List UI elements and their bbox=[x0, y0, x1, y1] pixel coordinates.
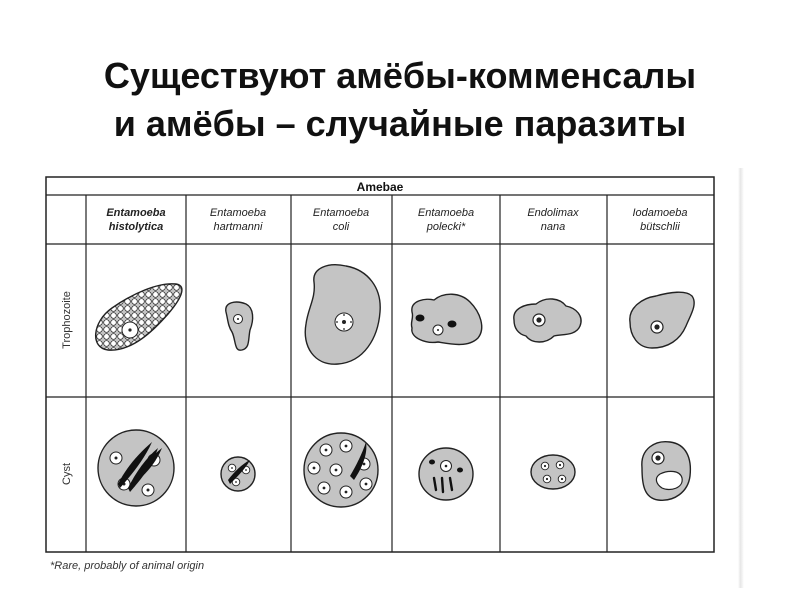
footnote: *Rare, probably of animal origin bbox=[50, 560, 205, 572]
col-5-species: nana bbox=[540, 221, 566, 233]
col-6-species: bütschlii bbox=[640, 221, 680, 233]
trophozoite-endolimax-nana bbox=[514, 299, 581, 342]
col-4-species: polecki* bbox=[426, 221, 466, 233]
cyst-entamoeba-hartmanni bbox=[221, 457, 255, 491]
col-2-genus: Entamoeba bbox=[209, 207, 267, 219]
col-2-species: hartmanni bbox=[213, 221, 263, 233]
row-label-trophozoite: Trophozoite bbox=[61, 291, 73, 349]
cyst-entamoeba-coli bbox=[304, 433, 378, 507]
column-headers bbox=[106, 207, 687, 233]
cyst-endolimax-nana bbox=[531, 455, 575, 489]
table-header-amebae: Amebae bbox=[356, 180, 404, 194]
cyst-entamoeba-polecki bbox=[419, 448, 473, 500]
amebae-diagram bbox=[40, 172, 720, 557]
trophozoite-iodamoeba-butschlii bbox=[630, 292, 694, 348]
col-3-species: coli bbox=[332, 221, 350, 233]
row-labels bbox=[61, 291, 73, 485]
col-1-species: histolytica bbox=[108, 221, 164, 233]
trophozoite-entamoeba-polecki bbox=[411, 294, 481, 344]
col-6-genus: Iodamoeba bbox=[632, 207, 688, 219]
col-4-genus: Entamoeba bbox=[417, 207, 475, 219]
row-label-cyst: Cyst bbox=[61, 463, 73, 485]
cyst-entamoeba-histolytica bbox=[98, 430, 174, 506]
col-5-genus: Endolimax bbox=[527, 207, 579, 219]
cyst-row bbox=[98, 430, 690, 507]
slide-title-line-1: Существуют амёбы-комменсалы bbox=[103, 55, 697, 96]
cyst-iodamoeba-butschlii bbox=[642, 442, 691, 501]
trophozoite-entamoeba-hartmanni bbox=[226, 302, 253, 350]
trophozoite-entamoeba-coli bbox=[305, 265, 380, 364]
scan-edge-shadow bbox=[738, 168, 744, 588]
slide-title-line-2: и амёбы – случайные паразиты bbox=[113, 103, 687, 144]
col-3-genus: Entamoeba bbox=[312, 207, 370, 219]
col-1-genus: Entamoeba bbox=[106, 207, 166, 219]
trophozoite-entamoeba-histolytica bbox=[96, 284, 182, 350]
